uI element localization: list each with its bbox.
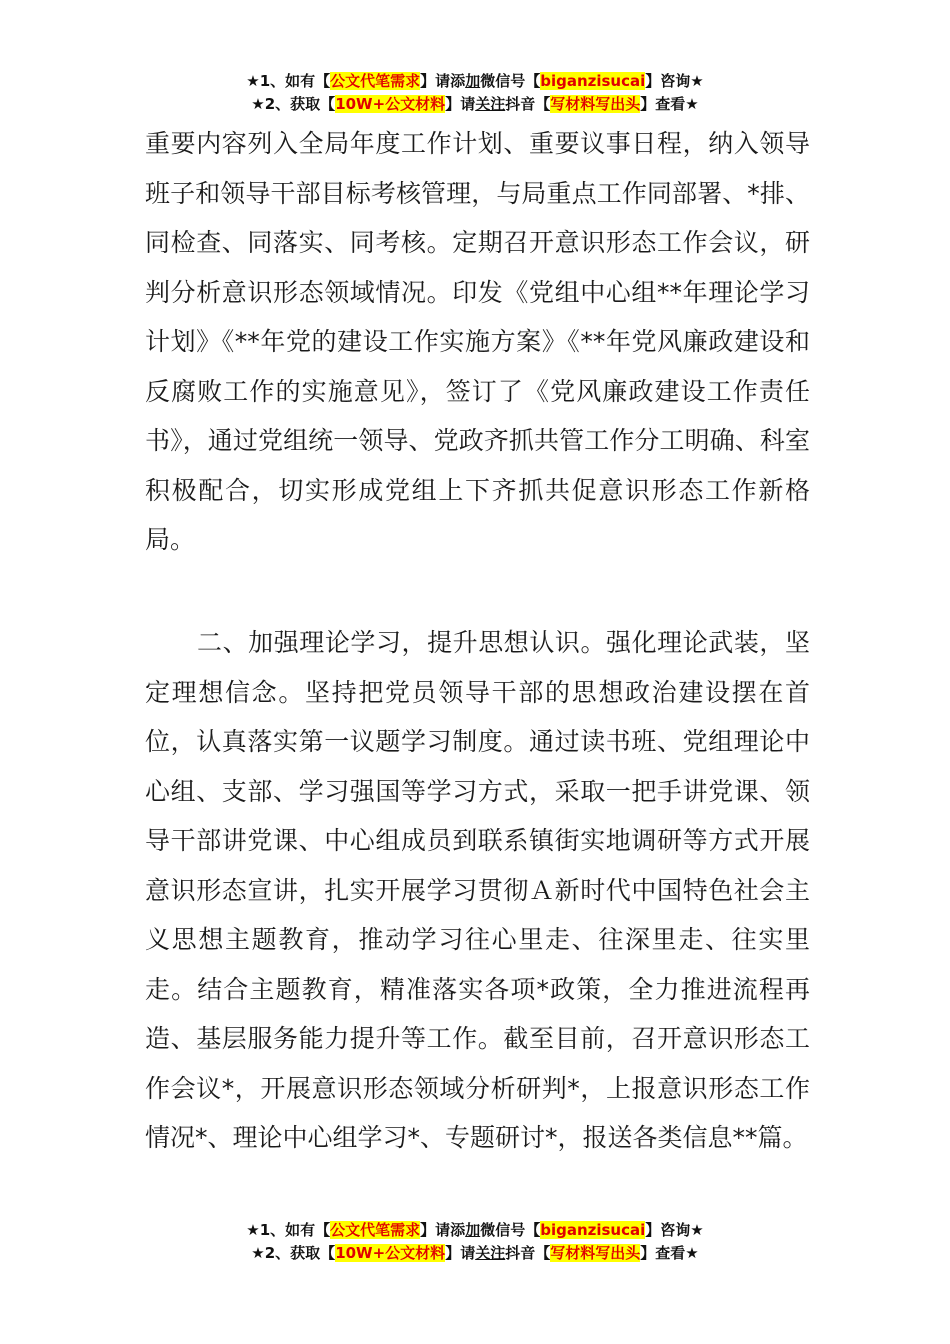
banner-highlight: 公文代笔需求	[330, 1221, 421, 1239]
banner-text: 抖音【	[505, 95, 551, 113]
banner-text: ★2、获取【	[251, 1244, 336, 1262]
banner-wechat-id: biganzisucai	[540, 1221, 646, 1239]
banner-douyin-id: 写材料写出头	[550, 1244, 641, 1262]
banner-text: ★2、获取【	[251, 95, 336, 113]
banner-text: 微信号【	[480, 1221, 541, 1239]
banner-underlined-text: 关注	[475, 95, 506, 113]
banner-line-2	[0, 93, 950, 116]
banner-douyin-id: 写材料写出头	[550, 95, 641, 113]
banner-line-1	[0, 1219, 950, 1242]
document-body-section-2	[145, 618, 810, 1163]
banner-wechat-id: biganzisucai	[540, 72, 646, 90]
banner-line-1	[0, 70, 950, 93]
document-body-section-1	[145, 119, 810, 565]
banner-text: 】咨询★	[645, 1221, 704, 1239]
banner-text: 微信号【	[480, 72, 541, 90]
banner-text: ★1、如有【	[246, 72, 331, 90]
body-paragraph: 重要内容列入全局年度工作计划、重要议事日程，纳入领导班子和领导干部目标考核管理，与局重点工作同部署、*排、同检查、同落实、同考核。定期召开意识形态工作会议，研判分析意识形态领域情况。印发《党组中心组**年理论学习计划》《**年党的建设工作实施方案》《**年党风廉政建设和反腐败工作的实施意见》，签订了《党风廉政建设工作责任书》，通过党组统一领导、党政齐抓共管工作分工明确、科室积极配合，切实形成党组上下齐抓共促意识形态工作新格局。	[145, 129, 810, 554]
banner-text: 】咨询★	[645, 72, 704, 90]
banner-text: 】请	[445, 1244, 476, 1262]
banner-highlight: 公文代笔需求	[330, 72, 421, 90]
banner-highlight: 10W+公文材料	[335, 1244, 446, 1262]
banner-text: ★1、如有【	[246, 1221, 331, 1239]
banner-text: 】请	[445, 95, 476, 113]
banner-line-2	[0, 1242, 950, 1265]
banner-text: 】请添	[420, 1221, 466, 1239]
footer-banner	[0, 1219, 950, 1265]
banner-text: 】查看★	[640, 95, 699, 113]
banner-underlined-text: 关注	[475, 1244, 506, 1262]
banner-text: 】查看★	[640, 1244, 699, 1262]
banner-highlight: 10W+公文材料	[335, 95, 446, 113]
body-paragraph: 二、加强理论学习，提升思想认识。强化理论武装，坚定理想信念。坚持把党员领导干部的思想政治建设摆在首位，认真落实第一议题学习制度。通过读书班、党组理论中心组、支部、学习强国等学习方式，采取一把手讲党课、领导干部讲党课、中心组成员到联系镇街实地调研等方式开展意识形态宣讲，扎实开展学习贯彻Ａ新时代中国特色社会主义思想主题教育，推动学习往心里走、往深里走、往实里走。结合主题教育，精准落实各项*政策，全力推进流程再造、基层服务能力提升等工作。截至目前，召开意识形态工作会议*，开展意识形态领域分析研判*，上报意识形态工作情况*、理论中心组学习*、专题研讨*，报送各类信息**篇。	[145, 628, 810, 1152]
banner-text: 抖音【	[505, 1244, 551, 1262]
banner-underlined-text: 加	[465, 72, 481, 90]
header-banner	[0, 70, 950, 116]
banner-underlined-text: 加	[465, 1221, 481, 1239]
banner-text: 】请添	[420, 72, 466, 90]
